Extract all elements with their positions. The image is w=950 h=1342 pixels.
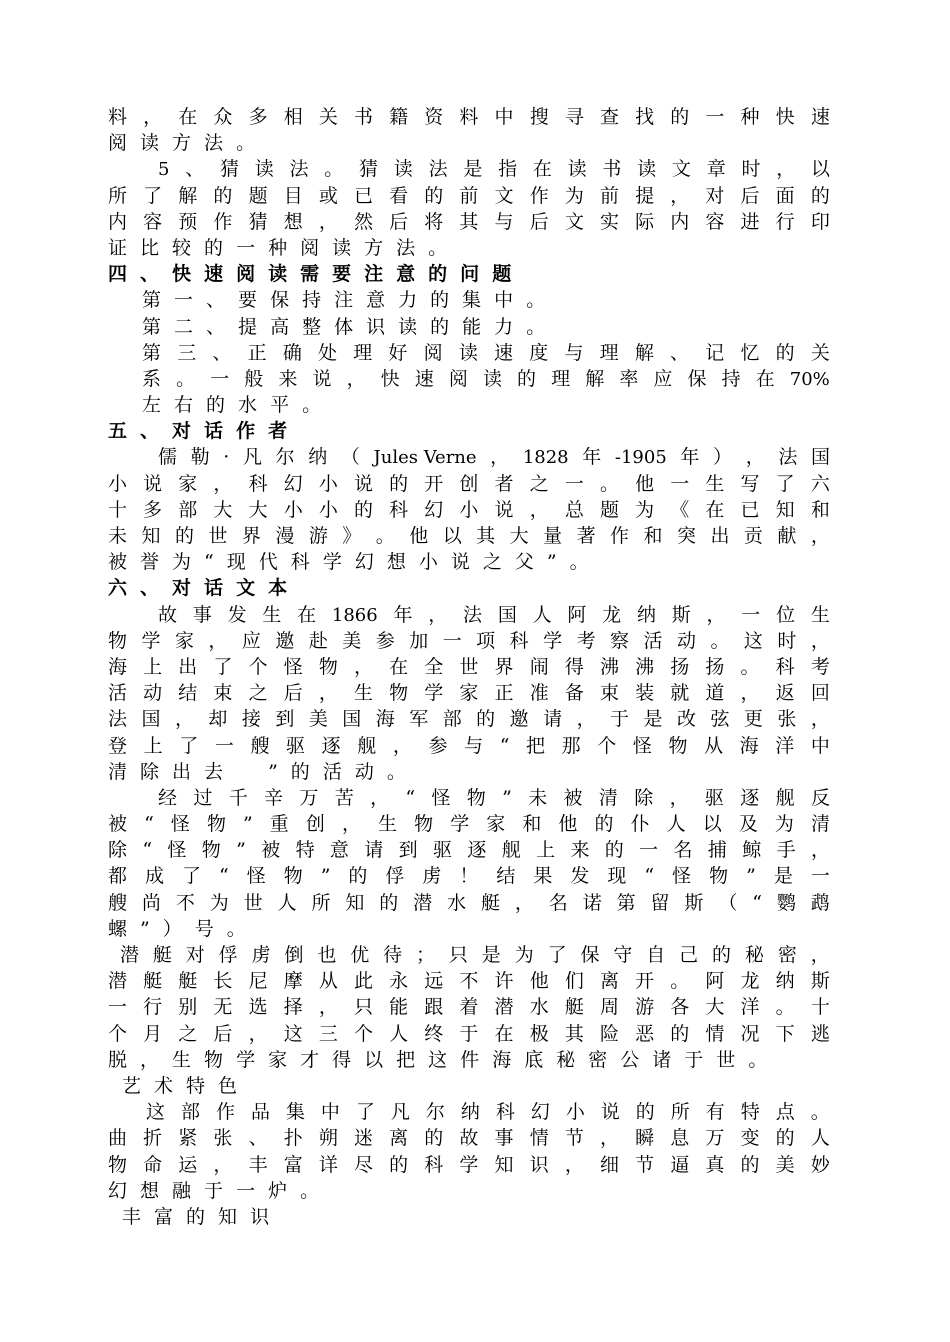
text-line: 脱 ， 生 物 学 家 才 得 以 把 这 件 海 底 秘 密 公 诸 于 世 。 bbox=[108, 1048, 768, 1071]
text-line: 左 右 的 水 平 。 bbox=[142, 394, 322, 417]
text-line: 被 “ 怪 物 ” 重 创 ， 生 物 学 家 和 他 的 仆 人 以 及 为 清 bbox=[108, 813, 830, 836]
text-line: 儒 勒 · 凡 尔 纳 （ Jules Verne ， 1828 年 -1905 年 ） ， 法 国 bbox=[158, 446, 830, 469]
text-line: 小 说 家 ， 科 幻 小 说 的 开 创 者 之 一 。 他 一 生 写 了 六 bbox=[108, 472, 830, 495]
text-line: 个 月 之 后 ， 这 三 个 人 终 于 在 极 其 险 恶 的 情 况 下 逃 bbox=[108, 1022, 830, 1045]
text-line: 螺 ” ） 号 。 bbox=[108, 917, 246, 940]
text-line: 内 容 预 作 猜 想 ， 然 后 将 其 与 后 文 实 际 内 容 进 行 印 bbox=[108, 210, 830, 233]
text-line: 清 除 出 去 ” 的 活 动 。 bbox=[108, 760, 406, 783]
text-line: 第 二 、 提 高 整 体 识 读 的 能 力 。 bbox=[142, 315, 546, 338]
text-line: 所 了 解 的 题 目 或 已 看 的 前 文 作 为 前 提 ， 对 后 面 的 bbox=[108, 184, 830, 207]
text-line: 除 “ 怪 物 ” 被 特 意 请 到 驱 逐 舰 上 来 的 一 名 捕 鲸 手 ， bbox=[108, 839, 830, 862]
text-line: 系 。 一 般 来 说 ， 快 速 阅 读 的 理 解 率 应 保 持 在 70% bbox=[142, 367, 830, 390]
section-heading: 五 、 对 话 作 者 bbox=[108, 420, 288, 443]
text-line: 证 比 较 的 一 种 阅 读 方 法 。 bbox=[108, 236, 448, 259]
text-line: 都 成 了 “ 怪 物 ” 的 俘 虏 ！ 结 果 发 现 “ 怪 物 ” 是 一 bbox=[108, 865, 830, 888]
text-line: 第 一 、 要 保 持 注 意 力 的 集 中 。 bbox=[142, 289, 546, 312]
text-line: 物 学 家 ， 应 邀 赴 美 参 加 一 项 科 学 考 察 活 动 。 这 时 ， bbox=[108, 629, 830, 652]
text-line: 经 过 千 辛 万 苦 ， “ 怪 物 ” 未 被 清 除 ， 驱 逐 舰 反 bbox=[158, 786, 830, 809]
section-heading: 四 、 快 速 阅 读 需 要 注 意 的 问 题 bbox=[108, 263, 512, 286]
text-line: 海 上 出 了 个 怪 物 ， 在 全 世 界 闹 得 沸 沸 扬 扬 。 科 考 bbox=[108, 655, 830, 678]
document-page bbox=[108, 104, 830, 1230]
text-line: 十 多 部 大 大 小 小 的 科 幻 小 说 ， 总 题 为 《 在 已 知 和 bbox=[108, 498, 830, 521]
text-line: 活 动 结 束 之 后 ， 生 物 学 家 正 准 备 束 装 就 道 ， 返 回 bbox=[108, 682, 830, 705]
text-line: 艘 尚 不 为 世 人 所 知 的 潜 水 艇 ， 名 诺 第 留 斯 （ “ 鹦 鹉 bbox=[108, 891, 830, 914]
text-line: 被 誉 为 “ 现 代 科 学 幻 想 小 说 之 父 ” 。 bbox=[108, 551, 589, 574]
text-line: 法 国 ， 却 接 到 美 国 海 军 部 的 邀 请 ， 于 是 改 弦 更 张 ， bbox=[108, 708, 830, 731]
text-line: 潜 艇 对 俘 虏 倒 也 优 待 ； 只 是 为 了 保 守 自 己 的 秘 密 ， bbox=[120, 944, 830, 966]
section-heading: 六 、 对 话 文 本 bbox=[108, 577, 288, 600]
text-line: 故 事 发 生 在 1866 年 ， 法 国 人 阿 龙 纳 斯 ， 一 位 生 bbox=[158, 603, 830, 626]
text-line: 曲 折 紧 张 、 扑 朔 迷 离 的 故 事 情 节 ， 瞬 息 万 变 的 人 bbox=[108, 1127, 830, 1150]
text-line: 登 上 了 一 艘 驱 逐 舰 ， 参 与 “ 把 那 个 怪 物 从 海 洋 中 bbox=[108, 734, 830, 757]
text-line: 5 、 猜 读 法 。 猜 读 法 是 指 在 读 书 读 文 章 时 ， 以 bbox=[158, 158, 830, 181]
text-line: 幻 想 融 于 一 炉 。 bbox=[108, 1179, 320, 1202]
text-line: 艺 术 特 色 bbox=[122, 1074, 238, 1097]
text-line: 丰 富 的 知 识 bbox=[122, 1205, 270, 1228]
text-line: 潜 艇 艇 长 尼 摩 从 此 永 远 不 许 他 们 离 开 。 阿 龙 纳 斯 bbox=[108, 970, 830, 993]
text-line: 料 ， 在 众 多 相 关 书 籍 资 料 中 搜 寻 查 找 的 一 种 快 速 bbox=[108, 106, 830, 128]
text-line: 第 三 、 正 确 处 理 好 阅 读 速 度 与 理 解 、 记 忆 的 关 bbox=[142, 341, 830, 364]
text-line: 阅 读 方 法 。 bbox=[108, 132, 256, 155]
text-line: 未 知 的 世 界 漫 游 》 。 他 以 其 大 量 著 作 和 突 出 贡 献 ， bbox=[108, 525, 830, 547]
text-line: 一 行 别 无 选 择 ， 只 能 跟 着 潜 水 艇 周 游 各 大 洋 。 十 bbox=[108, 996, 830, 1019]
text-line: 物 命 运 ， 丰 富 详 尽 的 科 学 知 识 ， 细 节 逼 真 的 美 妙 bbox=[108, 1153, 830, 1176]
text-line: 这 部 作 品 集 中 了 凡 尔 纳 科 幻 小 说 的 所 有 特 点 。 bbox=[146, 1101, 830, 1124]
